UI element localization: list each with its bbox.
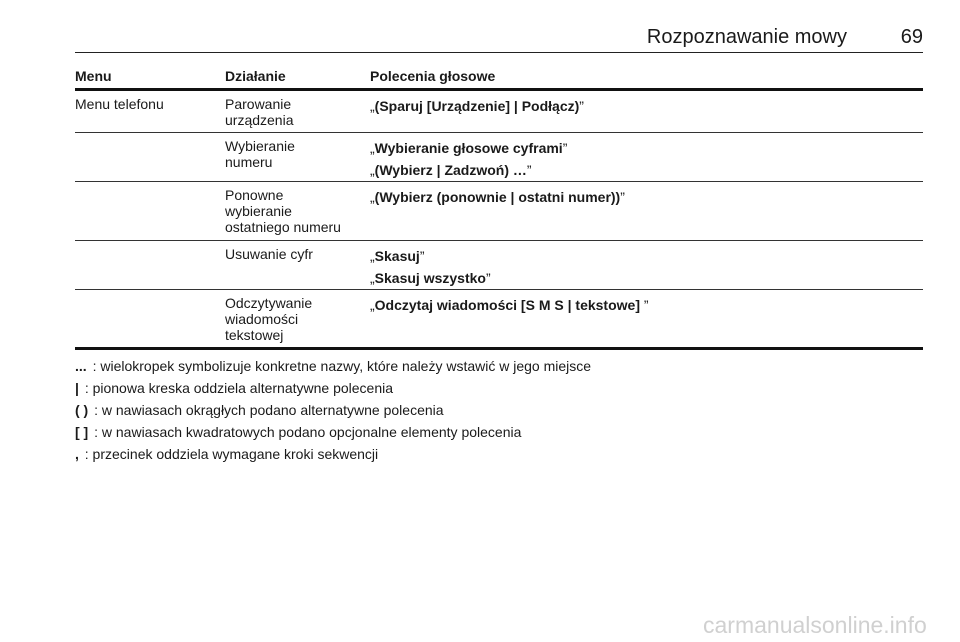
legend-text: : przecinek oddziela wymagane kroki sekwencji [84,446,379,462]
voice-command: „Skasuj” [370,248,425,264]
legend-symbol: , [75,446,79,462]
voice-command: „Wybieranie głosowe cyframi” [370,140,568,156]
cell-action: Ponowne wybieranie ostatniego numeru [225,187,341,235]
cell-action: Wybieranie numeru [225,138,295,170]
voice-commands-table [75,66,923,350]
cell-menu: Menu telefonu [75,96,164,112]
legend-text: : wielokropek symbolizuje konkretne nazwy, które należy wstawić w jego miejsce [92,358,592,374]
voice-command: „(Wybierz (ponownie | ostatni numer))” [370,189,625,205]
column-header-commands: Polecenia głosowe [370,68,496,84]
voice-command: „Odczytaj wiadomości [S M S | tekstowe] ” [370,297,649,313]
legend-item [75,445,925,467]
table-header [75,66,923,91]
table-row [75,182,923,241]
column-header-action: Działanie [225,68,286,84]
legend-item [75,401,925,423]
page-title: Rozpoznawanie mowy [646,26,847,48]
legend-text: : pionowa kreska oddziela alternatywne polecenia [84,380,394,396]
column-header-menu: Menu [75,68,112,84]
page-number: 69 [900,26,923,48]
legend-text: : w nawiasach kwadratowych podano opcjonalne elementy polecenia [94,424,522,440]
cell-action: Odczytywanie wiadomości tekstowej [225,295,313,343]
table-row [75,91,923,133]
legend-text: : w nawiasach okrągłych podano alternatywne polecenia [94,402,444,418]
cell-action: Usuwanie cyfr [225,246,313,262]
table-row [75,290,923,350]
legend-symbol: [ ] [75,424,89,440]
voice-command: „(Sparuj [Urządzenie] | Podłącz)” [370,98,584,114]
voice-command: „Skasuj wszystko” [370,270,491,286]
legend-item [75,423,925,445]
watermark: carmanualsonline.info [703,612,927,638]
symbol-legend [75,357,925,467]
legend-item [75,357,925,379]
legend-item [75,379,925,401]
cell-action: Parowanie urządzenia [225,96,294,128]
legend-symbol: | [75,380,79,396]
table-row [75,133,923,182]
table-row [75,241,923,290]
voice-command: „(Wybierz | Zadzwoń) …” [370,162,532,178]
legend-symbol: ( ) [75,402,89,418]
page-header [75,24,923,53]
legend-symbol: ... [75,358,87,374]
